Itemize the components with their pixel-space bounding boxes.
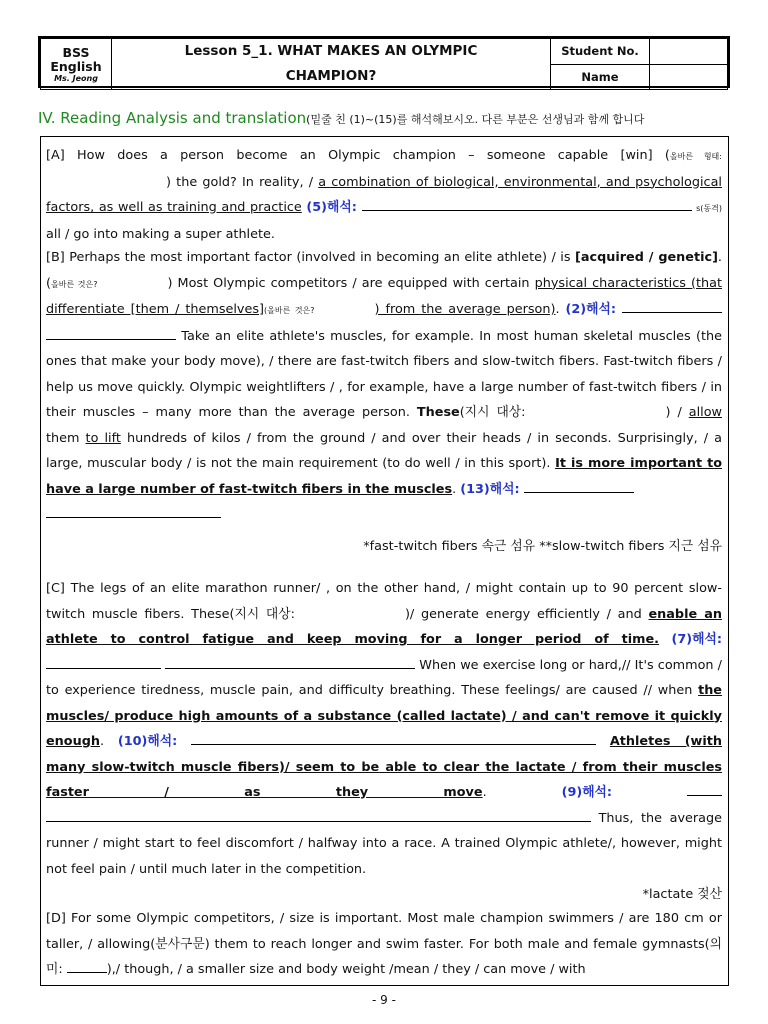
para-b-text: . (	[46, 250, 722, 291]
lesson-title-line2: CHAMPION?	[285, 68, 377, 84]
para-c-text: When we exercise long or hard,// It's common / to experience tiredness, muscle pain, and difficulty breathing. These feelings/ are caused // when	[46, 657, 722, 698]
answer-blank-13b[interactable]	[46, 503, 221, 518]
underlined-sentence-2b: ) from the average person)	[374, 302, 556, 317]
school-name: BSS	[62, 44, 90, 60]
para-b-text: hundreds of kilos / from the ground / and over their heads / in seconds. Surprisingly, / a large, muscular body / is not the main requirement (to do well / in this sport).	[46, 430, 722, 471]
answer-blank-meaning[interactable]	[67, 958, 107, 973]
para-a-text: all / go into making a super athlete.	[46, 226, 275, 242]
answer-blank-7[interactable]	[46, 654, 161, 669]
answer-blank-13[interactable]	[524, 478, 634, 493]
translation-label-5: (5)해석:	[306, 200, 357, 215]
para-c-text: [C] The legs of an elite marathon runner/ , on the other hand, / might contain up to 90 percent slow-twitch muscle fibers. These(지시 대상:	[46, 581, 722, 622]
para-a-text: ) the gold? In reality, /	[166, 174, 319, 190]
section-note: (밑줄 친 (1)~(15)를 해석해보시오. 다른 부분은 선생님과 함께 합니다	[306, 113, 645, 126]
answer-blank-5[interactable]	[362, 196, 692, 211]
teacher-name: Ms. Jeong	[54, 73, 98, 83]
student-no-label: Student No.	[551, 39, 650, 65]
to-lift-word: to lift	[85, 430, 121, 446]
para-b-text: Take an elite athlete's muscles, for example. In most human skeletal muscles (the ones that make your body move), / there are fast-twitch fibers and slow-twitch fibers. Fast-twitch fibers / help us move quickly. Olympic weightlifters / , for example, have a large number of fast-twitch fibers / in their muscles – many more than the average person.	[46, 328, 722, 420]
answer-blank-10[interactable]	[191, 730, 596, 745]
underlined-sentence-2: physical characteristics (that differentiate [them / themselves]	[46, 275, 722, 317]
lesson-title: Lesson 5_1. WHAT MAKES AN OLYMPIC	[184, 43, 478, 59]
para-d-text: ),/ though, / a smaller size and body weight /mean / they / can move / with	[106, 962, 586, 977]
para-b-text: ) /	[665, 405, 689, 420]
section-title: IV. Reading Analysis and translation	[38, 109, 307, 127]
name-label: Name	[551, 64, 650, 90]
underlined-sentence-13: It is more important to have a large number of fast-twitch fibers in the muscles	[46, 456, 722, 497]
hint: (올바른 것은?	[264, 306, 315, 315]
answer-blank-9[interactable]	[687, 781, 722, 796]
footnote-fibers: *fast-twitch fibers 속근 섬유 **slow-twitch fibers 지근 섬유	[363, 538, 722, 554]
answer-blank-9b[interactable]	[46, 807, 591, 822]
answer-blank-2[interactable]	[622, 298, 722, 313]
header-table	[38, 36, 730, 88]
these-word: These	[416, 405, 460, 420]
paragraph-d	[46, 906, 722, 983]
paragraph-b: [B] Perhaps the most important factor (involved in becoming an elite athlete) / is [acquired / genetic]. (올바른 것은? ) Most Olympic competitors / are equipped with certain physical characteristics (that differentiate [them / themselves](올바른 것은? ) from the average person). (2)해석: Take an elite athlete's muscles, for example. In most human skeletal muscles (the ones that make your body move), / there are fast-twitch fibers and slow-twitch fibers. Fast-twitch fibers / help us move quickly. Olympic weightlifters / , for example, have a large number of fast-twitch fibers / in their muscles – many more than the average person. These(지시 대상: ) / allow them to lift hundreds of kilos / from the ground / and over their heads / in seconds. Surprisingly, / a large, muscular body / is not the main requirement (to do well / in this sport). It is more important to have a large number of fast-twitch fibers in the muscles. (13)해석: *fast-twitch fibers 속근 섬유 **slow-twitch fibers 지근 섬유	[46, 245, 722, 559]
underlined-sentence-10: the muscles/ produce high amounts of a substance (called lactate) / and can't remove it quickly enough	[46, 683, 722, 749]
translation-label-10: (10)해석:	[117, 734, 178, 749]
name-field[interactable]	[650, 64, 728, 90]
translation-label-9: (9)해석:	[561, 785, 613, 800]
para-b-text: them	[46, 430, 86, 446]
translation-label-7: (7)해석:	[671, 632, 722, 647]
answer-blank-7b[interactable]	[165, 654, 415, 669]
subject-name: English	[50, 58, 102, 74]
hint: 올바른 것은?	[51, 279, 98, 289]
underlined-sentence-5: a combination of biological, environmental, and psychological factors, as well as training and practice	[46, 174, 722, 215]
footnote-lactate: *lactate 젖산	[642, 887, 722, 902]
page-number: - 9 -	[372, 993, 396, 1007]
school-cell	[41, 39, 112, 90]
choice-bracket: [acquired / genetic]	[575, 250, 718, 265]
para-c-text: )/ generate energy efficiently / and	[404, 606, 649, 622]
para-c-text: Thus, the average runner / might start to feel discomfort / halfway into a race. A trained Olympic athlete/, however, might not feel pain / until much later in the competition.	[46, 810, 722, 877]
student-no-field[interactable]	[650, 39, 728, 65]
allow-word: allow	[688, 405, 722, 420]
title-cell	[112, 39, 551, 90]
translation-label-13: (13)해석:	[460, 481, 520, 497]
translation-label-2: (2)해석:	[565, 302, 616, 317]
underlined-sentence-7: enable an athlete to control fatigue and keep moving for a longer period of time.	[46, 606, 722, 647]
hint: 올바른 형태:	[669, 152, 722, 161]
paragraph-a	[46, 143, 722, 247]
paragraph-c: [C] The legs of an elite marathon runner/ , on the other hand, / might contain up to 90 percent slow-twitch muscle fibers. These(지시 대상: )/ generate energy efficiently / and enable an athlete to control fatigue and keep moving for a longer period of time. (7)해석: When we exercise long or hard,// It's common / to experience tiredness, muscle pain, and difficulty breathing. These feelings/ are caused // when the muscles/ produce high amounts of a substance (called lactate) / and can't remove it quickly enough. (10)해석: Athletes (with many slow-twitch muscle fibers)/ seem to be able to clear the lactate / from their muscles faster / as they move. (9)해석: Thus, the average runner / might start to feel discomfort / halfway into a race. A trained Olympic athlete/, however, might not feel pain / until much later in the competition. *lactate 젖산	[46, 576, 722, 908]
hint: s(동격)	[696, 204, 722, 213]
underlined-sentence-9: Athletes (with many slow-twitch muscle fibers)/ seem to be able to clear the lactate / from their muscles faster / as they move	[46, 734, 722, 800]
answer-blank-2b[interactable]	[46, 325, 176, 340]
para-b-text: ) Most Olympic competitors / are equipped with certain	[167, 275, 535, 291]
section-heading	[38, 108, 738, 127]
para-a-text: [A] How does a person become an Olympic champion – someone capable [win] (	[46, 148, 670, 163]
reference-hint: (지시 대상:	[459, 405, 526, 420]
para-b-text: [B] Perhaps the most important factor (involved in becoming an elite athlete) / is	[46, 250, 576, 265]
para-d-text: [D] For some Olympic competitors, / size is important. Most male champion swimmers / are 180 cm or taller, / allowing(분사구문) them to reach longer and swim faster. For both male and female gymnasts(의미:	[46, 911, 722, 977]
